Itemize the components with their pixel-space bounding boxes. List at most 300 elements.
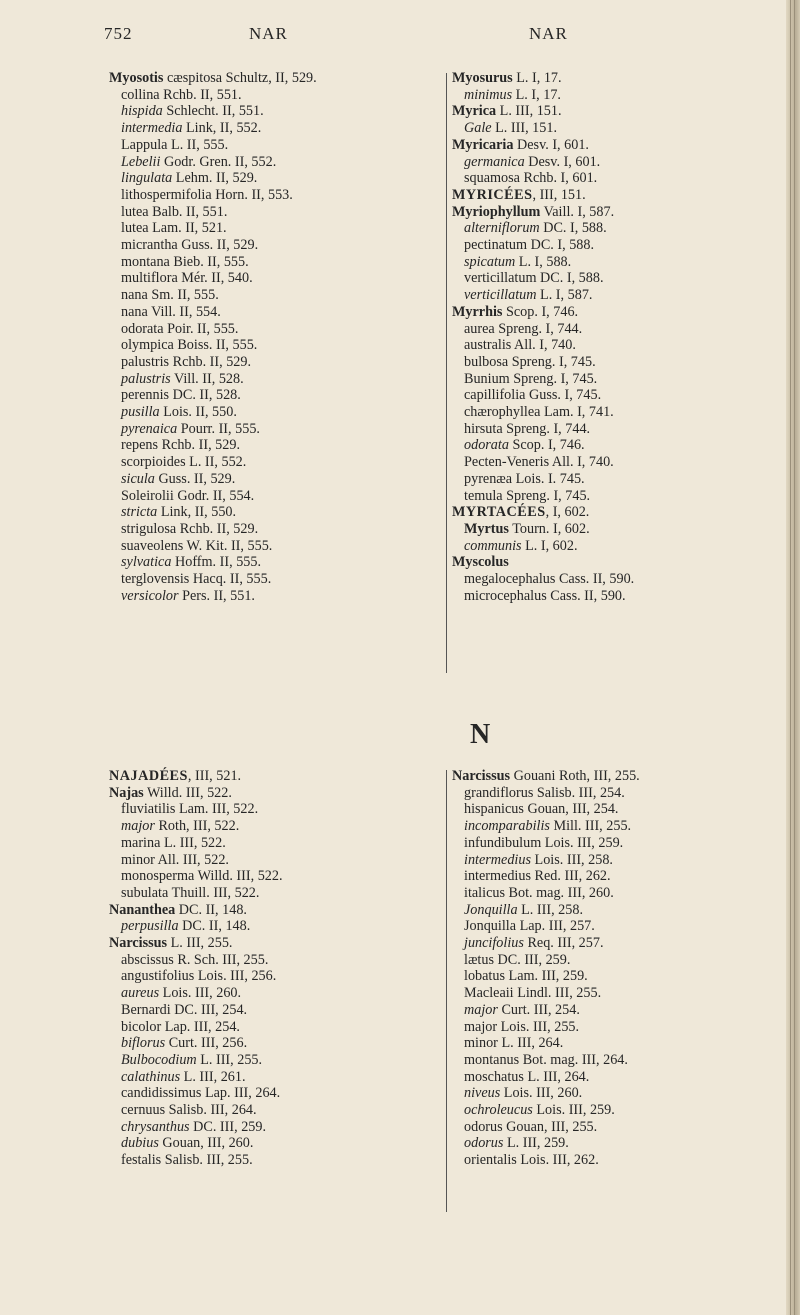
entry-reference: DC. III, 259. xyxy=(493,951,571,968)
entry-reference: Vill. II, 528. xyxy=(170,370,244,387)
entry-reference: Lap. III, 264. xyxy=(201,1085,281,1102)
entry-reference: L. III, 264. xyxy=(523,1068,590,1085)
species-name: verticillatum xyxy=(464,287,537,304)
entry-reference: Lam. I, 741. xyxy=(540,404,614,421)
index-entry xyxy=(109,337,317,354)
index-column-2 xyxy=(452,70,634,605)
species-name: verticillatum xyxy=(464,270,537,287)
species-name: odorata xyxy=(121,320,164,337)
entry-reference: Thuill. III, 522. xyxy=(168,884,260,901)
entry-reference: Gouan, III, 255. xyxy=(502,1118,598,1135)
species-name: terglovensis xyxy=(121,571,190,588)
index-entry xyxy=(109,968,283,985)
species-name: intermedia xyxy=(121,120,183,137)
index-entry xyxy=(452,1069,640,1086)
species-name: Macleaii xyxy=(464,985,514,1002)
entry-reference: Spreng. I, 744. xyxy=(494,320,583,337)
entry-reference: Lap. III, 257. xyxy=(516,918,595,935)
index-entry xyxy=(452,935,640,952)
species-name: micrantha xyxy=(121,237,178,254)
entry-reference: Willd. III, 522. xyxy=(194,868,283,885)
entry-reference: Lam. II, 521. xyxy=(148,220,227,237)
entry-reference: L. II, 555. xyxy=(167,136,229,153)
species-name: Soleirolii xyxy=(121,487,174,504)
species-name: candidissimus xyxy=(121,1085,202,1102)
entry-reference: Cass. II, 590. xyxy=(555,571,635,588)
entry-reference: Balb. II, 551. xyxy=(148,203,228,220)
index-column-3 xyxy=(109,768,283,1169)
index-column-4 xyxy=(452,768,640,1169)
index-heading-entry xyxy=(452,521,634,538)
species-name: aureus xyxy=(121,985,160,1002)
entry-reference: Link, II, 550. xyxy=(157,504,237,521)
section-letter: N xyxy=(470,719,491,750)
entry-reference: Rchb. I, 601. xyxy=(519,170,598,187)
entry-reference: Roth, III, 522. xyxy=(154,818,240,835)
entry-reference: Godr. II, 554. xyxy=(173,487,255,504)
species-name: temula xyxy=(464,487,503,504)
entry-reference: Salisb. III, 264. xyxy=(165,1102,257,1119)
species-name: hispida xyxy=(121,103,163,120)
index-entry xyxy=(109,1069,283,1086)
entry-reference: Mér. II, 540. xyxy=(177,270,253,287)
entry-reference: Schultz, II, 529. xyxy=(222,70,317,86)
entry-reference: All. I, 740. xyxy=(549,454,614,471)
genus-name: Myrtus xyxy=(464,520,509,537)
index-entry xyxy=(452,87,634,104)
index-entry xyxy=(109,421,317,438)
index-heading-entry xyxy=(109,935,283,952)
entry-reference: Spreng. I, 745. xyxy=(508,353,596,370)
index-entry xyxy=(109,1019,283,1036)
species-name: microcephalus xyxy=(464,587,547,604)
species-name: dubius xyxy=(121,1135,159,1152)
species-name: perpusilla xyxy=(121,918,179,935)
species-name: lithospermifolia xyxy=(121,186,212,203)
entry-reference: DC. I, 588. xyxy=(539,220,607,237)
index-entry xyxy=(452,220,634,237)
species-name: nana xyxy=(121,303,148,320)
index-entry xyxy=(452,120,634,137)
index-heading-entry xyxy=(452,70,634,87)
species-name: perennis xyxy=(121,387,170,404)
index-entry xyxy=(109,835,283,852)
index-entry xyxy=(109,220,317,237)
entry-reference: L. III, 151. xyxy=(491,120,557,137)
species-name: palustris xyxy=(121,370,171,387)
index-entry xyxy=(452,835,640,852)
entry-reference: Bieb. II, 555. xyxy=(169,253,249,270)
entry-reference: L. I, 17. xyxy=(512,86,561,103)
species-name: lutea xyxy=(121,220,149,237)
entry-reference: L. III, 151. xyxy=(496,103,562,120)
entry-reference: All. III, 522. xyxy=(154,851,229,868)
species-name: infundibulum xyxy=(464,834,542,851)
species-name: pusilla xyxy=(121,404,160,421)
family-name: MYRTACÉES xyxy=(452,504,546,521)
entry-reference: DC. I, 588. xyxy=(536,270,604,287)
entry-reference: Guss. II, 529. xyxy=(177,237,259,254)
index-entry xyxy=(452,1019,640,1036)
index-entry xyxy=(452,852,640,869)
species-name: festalis xyxy=(121,1152,162,1169)
species-name: capillifolia xyxy=(464,387,526,404)
entry-reference: , III, 151. xyxy=(532,186,586,203)
species-name: chærophyllea xyxy=(464,404,541,421)
entry-reference: Spreng. I, 745. xyxy=(502,487,591,504)
species-name: fluviatilis xyxy=(121,801,176,818)
entry-reference: Rchb. II, 529. xyxy=(158,437,240,454)
index-entry xyxy=(452,471,634,488)
species-name: sylvatica xyxy=(121,554,172,571)
species-name: Lappula xyxy=(121,136,168,153)
index-entry xyxy=(452,785,640,802)
entry-reference: Curt. III, 254. xyxy=(497,1001,580,1018)
species-name: lobatus xyxy=(464,968,505,985)
index-entry xyxy=(109,571,317,588)
index-entry xyxy=(109,371,317,388)
entry-reference: DC. I, 588. xyxy=(527,237,595,254)
species-name: bulbosa xyxy=(464,353,509,370)
entry-reference: Lois. III, 255. xyxy=(497,1018,580,1035)
index-entry xyxy=(109,254,317,271)
entry-reference: L. I, 588. xyxy=(515,253,572,270)
index-column-1 xyxy=(109,70,317,605)
species-name: lætus xyxy=(464,951,494,968)
genus-name: Narcissus xyxy=(109,935,168,952)
entry-reference: Salisb. III, 254. xyxy=(533,784,625,801)
entry-reference: Godr. Gren. II, 552. xyxy=(160,153,277,170)
index-heading-entry xyxy=(452,768,640,785)
entry-reference: Rchb. II, 551. xyxy=(159,86,242,103)
index-entry xyxy=(109,120,317,137)
species-name: monosperma xyxy=(121,868,195,885)
species-name: Jonquilla xyxy=(464,901,518,918)
index-entry xyxy=(109,1152,283,1169)
species-name: lutea xyxy=(121,203,149,220)
entry-reference: Horn. II, 553. xyxy=(211,186,293,203)
entry-reference: Lindl. III, 255. xyxy=(513,985,602,1002)
species-name: australis xyxy=(464,337,512,354)
species-name: squamosa xyxy=(464,170,520,187)
index-entry xyxy=(109,270,317,287)
index-entry xyxy=(109,521,317,538)
species-name: Bernardi xyxy=(121,1001,171,1018)
entry-reference: Rchb. II, 529. xyxy=(176,520,259,537)
index-entry xyxy=(452,571,634,588)
index-heading-entry xyxy=(452,554,634,571)
column-divider-top xyxy=(446,73,447,673)
index-entry xyxy=(109,1135,283,1152)
genus-name: Myriophyllum xyxy=(452,203,541,220)
index-heading-entry xyxy=(452,103,634,120)
genus-name: Myrica xyxy=(452,103,497,120)
index-entry xyxy=(109,1119,283,1136)
index-entry xyxy=(452,387,634,404)
entry-reference: Tourn. I, 602. xyxy=(508,520,590,537)
species-name: Bunium xyxy=(464,370,510,387)
entry-reference: L. III, 261. xyxy=(180,1068,246,1085)
genus-name: Myrrhis xyxy=(452,303,503,320)
running-head-right: NAR xyxy=(529,24,568,43)
index-entry xyxy=(109,985,283,1002)
index-entry xyxy=(109,885,283,902)
index-entry xyxy=(109,387,317,404)
entry-reference: Spreng. I, 745. xyxy=(509,370,598,387)
index-entry xyxy=(452,421,634,438)
index-entry xyxy=(452,952,640,969)
species-name: germanica xyxy=(464,153,525,170)
entry-reference: Desv. I, 601. xyxy=(524,153,601,170)
species-name: Lebelii xyxy=(121,153,161,170)
index-entry xyxy=(452,885,640,902)
entry-reference: Pers. II, 551. xyxy=(178,587,255,604)
species-name: scorpioides xyxy=(121,454,186,471)
index-entry xyxy=(452,237,634,254)
entry-reference: L. III, 264. xyxy=(497,1035,564,1052)
index-entry xyxy=(109,187,317,204)
entry-reference: Lois. III, 259. xyxy=(541,834,624,851)
index-entry xyxy=(452,254,634,271)
index-entry xyxy=(109,1002,283,1019)
index-entry xyxy=(452,287,634,304)
index-entry xyxy=(452,1119,640,1136)
index-entry xyxy=(452,985,640,1002)
page-header xyxy=(0,12,786,42)
page-number: 752 xyxy=(104,24,133,43)
entry-reference: DC. III, 259. xyxy=(189,1118,267,1135)
index-entry xyxy=(452,321,634,338)
species-name: grandiflorus xyxy=(464,784,534,801)
entry-reference: Bot. mag. III, 264. xyxy=(519,1051,628,1068)
index-entry xyxy=(109,918,283,935)
index-entry xyxy=(109,1102,283,1119)
species-name: cernuus xyxy=(121,1102,166,1119)
entry-reference: Lehm. II, 529. xyxy=(172,170,258,187)
index-heading-entry xyxy=(452,204,634,221)
index-entry xyxy=(452,968,640,985)
column-divider-bottom xyxy=(446,770,447,1212)
index-entry xyxy=(109,404,317,421)
species-name: niveus xyxy=(464,1085,501,1102)
index-entry xyxy=(452,404,634,421)
species-name: odorata xyxy=(464,437,509,454)
species-name: chrysanthus xyxy=(121,1118,190,1135)
family-name: MYRICÉES xyxy=(452,186,533,203)
index-entry xyxy=(109,454,317,471)
entry-reference: Lam. III, 522. xyxy=(175,801,259,818)
entry-reference: All. I, 740. xyxy=(511,337,576,354)
index-entry xyxy=(109,437,317,454)
genus-name: Najas xyxy=(109,784,144,801)
index-entry xyxy=(452,1052,640,1069)
entry-reference: L. III, 259. xyxy=(503,1135,569,1152)
species-name: major xyxy=(121,818,155,835)
entry-reference: Lois. III, 260. xyxy=(500,1085,583,1102)
index-entry xyxy=(452,1085,640,1102)
index-entry xyxy=(452,538,634,555)
running-head-left: NAR xyxy=(249,24,288,43)
index-entry xyxy=(452,1135,640,1152)
species-name: versicolor xyxy=(121,587,179,604)
entry-reference: Lois. III, 259. xyxy=(532,1102,615,1119)
entry-reference: L. III, 255. xyxy=(196,1051,263,1068)
species-name: lingulata xyxy=(121,170,173,187)
index-entry xyxy=(452,918,640,935)
species-name: spicatum xyxy=(464,253,516,270)
index-heading-entry xyxy=(452,187,634,204)
species-name: biflorus xyxy=(121,1035,166,1052)
species-name: intermedius xyxy=(464,868,531,885)
species-name: major xyxy=(464,1001,498,1018)
index-entry xyxy=(452,437,634,454)
species-name: multiflora xyxy=(121,270,178,287)
index-entry xyxy=(109,488,317,505)
species-name: ochroleucus xyxy=(464,1102,533,1119)
species-name: juncifolius xyxy=(464,935,524,952)
index-entry xyxy=(109,554,317,571)
entry-reference: , III, 521. xyxy=(187,768,242,784)
genus-name: Nananthea xyxy=(109,901,176,918)
index-entry xyxy=(109,1035,283,1052)
entry-reference: DC. III, 254. xyxy=(170,1001,248,1018)
entry-reference: L. I, 587. xyxy=(536,287,593,304)
entry-reference: , I, 602. xyxy=(545,504,590,521)
index-entry xyxy=(109,137,317,154)
index-entry xyxy=(452,371,634,388)
species-name: italicus xyxy=(464,884,505,901)
entry-reference: Cass. II, 590. xyxy=(546,587,626,604)
species-name: Bulbocodium xyxy=(121,1051,197,1068)
index-entry xyxy=(109,103,317,120)
species-name: subulata xyxy=(121,884,169,901)
species-name: odorus xyxy=(464,1135,504,1152)
page-edge xyxy=(786,0,800,1315)
index-entry xyxy=(452,354,634,371)
index-heading-entry xyxy=(452,137,634,154)
species-name: communis xyxy=(464,537,522,554)
index-entry xyxy=(109,237,317,254)
species-name: pyrenæa xyxy=(464,470,513,487)
entry-reference: L. I, 17. xyxy=(512,70,562,86)
index-heading-entry xyxy=(109,902,283,919)
index-heading-entry xyxy=(109,785,283,802)
entry-reference: Scop. I, 746. xyxy=(508,437,585,454)
genus-name: Myricaria xyxy=(452,136,514,153)
entry-reference: Lois. II, 550. xyxy=(159,404,237,421)
species-name: Jonquilla xyxy=(464,918,517,935)
index-entry xyxy=(452,902,640,919)
species-name: minor xyxy=(121,851,155,868)
entry-reference: Desv. I, 601. xyxy=(513,136,589,153)
species-name: megalocephalus xyxy=(464,571,556,588)
species-name: montanus xyxy=(464,1051,520,1068)
entry-reference: Spreng. I, 744. xyxy=(502,420,591,437)
species-name: minor xyxy=(464,1035,498,1052)
index-entry xyxy=(109,1085,283,1102)
index-heading-entry xyxy=(452,304,634,321)
species-name: orientalis xyxy=(464,1152,517,1169)
species-name: collina xyxy=(121,86,160,103)
index-entry xyxy=(452,1152,640,1169)
entry-reference: L. III, 522. xyxy=(160,834,226,851)
index-entry xyxy=(109,952,283,969)
index-entry xyxy=(109,204,317,221)
index-entry xyxy=(109,170,317,187)
entry-reference: Boiss. II, 555. xyxy=(173,337,258,354)
index-entry xyxy=(109,504,317,521)
entry-reference: L. III, 255. xyxy=(167,935,233,952)
species-name: intermedius xyxy=(464,851,531,868)
species-name: calathinus xyxy=(121,1068,181,1085)
entry-reference: Lois. I. 745. xyxy=(512,470,585,487)
species-name: cæspitosa xyxy=(166,70,223,86)
entry-reference: L. I, 602. xyxy=(521,537,578,554)
genus-name: Myscolus xyxy=(452,554,509,571)
index-entry xyxy=(109,1052,283,1069)
entry-reference: Red. III, 262. xyxy=(530,868,611,885)
species-name: aurea xyxy=(464,320,495,337)
entry-reference: Hoffm. II, 555. xyxy=(171,554,262,571)
index-heading-entry xyxy=(109,70,317,87)
entry-reference: Lois. III, 262. xyxy=(516,1152,599,1169)
species-name: repens xyxy=(121,437,159,454)
index-entry xyxy=(452,170,634,187)
species-name: Gale xyxy=(464,120,492,137)
index-entry xyxy=(109,588,317,605)
entry-reference: Bot. mag. III, 260. xyxy=(504,884,614,901)
species-name: Pecten-Veneris xyxy=(464,454,550,471)
species-name: strigulosa xyxy=(121,520,177,537)
index-heading-entry xyxy=(109,768,283,785)
species-name: alterniflorum xyxy=(464,220,540,237)
entry-reference: Mill. III, 255. xyxy=(549,818,632,835)
index-entry xyxy=(452,337,634,354)
entry-reference: Lam. III, 259. xyxy=(504,968,588,985)
entry-reference: Lois. III, 260. xyxy=(159,985,242,1002)
index-entry xyxy=(109,354,317,371)
entry-reference: Scop. I, 746. xyxy=(502,303,579,320)
entry-reference: Rchb. II, 529. xyxy=(169,353,252,370)
species-name: stricta xyxy=(121,504,158,521)
species-name: palustris xyxy=(121,353,170,370)
family-name: NAJADÉES xyxy=(109,768,188,784)
entry-reference: Gouan, III, 260. xyxy=(158,1135,254,1152)
index-entry xyxy=(109,154,317,171)
entry-reference: DC. II, 528. xyxy=(169,387,241,404)
index-entry xyxy=(109,471,317,488)
entry-reference: DC. II, 148. xyxy=(175,901,247,918)
entry-reference: Vill. II, 554. xyxy=(147,303,221,320)
entry-reference: Salisb. III, 255. xyxy=(161,1152,253,1169)
index-entry xyxy=(452,154,634,171)
genus-name: Myosurus xyxy=(452,70,513,86)
genus-name: Myosotis xyxy=(109,70,164,86)
entry-reference: W. Kit. II, 555. xyxy=(183,537,273,554)
species-name: major xyxy=(464,1018,498,1035)
index-entry xyxy=(109,87,317,104)
species-name: hispanicus xyxy=(464,801,524,818)
entry-reference: Vaill. I, 587. xyxy=(540,203,615,220)
index-entry xyxy=(452,1035,640,1052)
index-entry xyxy=(452,801,640,818)
entry-reference: L. III, 258. xyxy=(517,901,583,918)
index-entry xyxy=(109,852,283,869)
index-entry xyxy=(452,588,634,605)
species-name: suaveolens xyxy=(121,537,184,554)
entry-reference: Lap. III, 254. xyxy=(161,1018,240,1035)
species-name: marina xyxy=(121,834,161,851)
